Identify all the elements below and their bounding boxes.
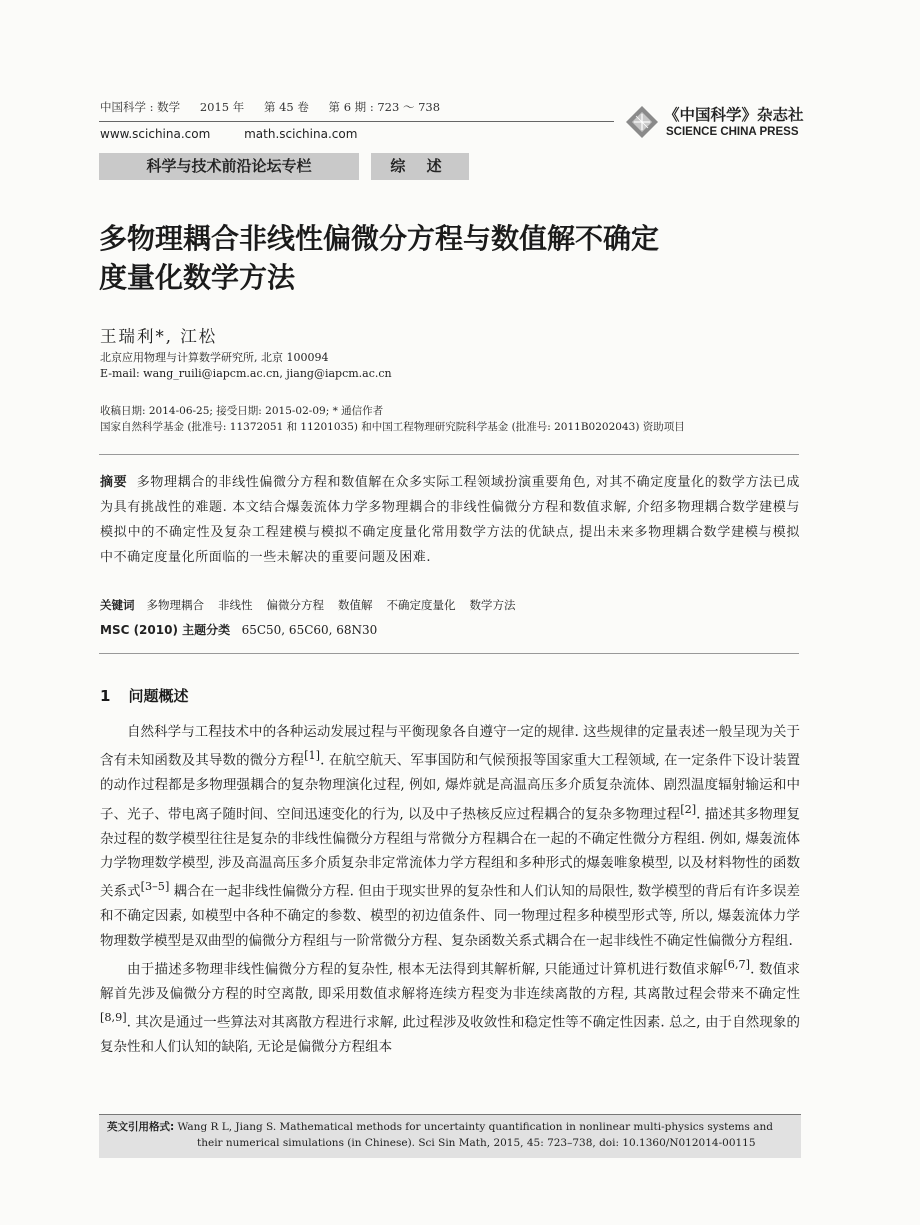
paper-title [99,219,819,297]
dates-block [100,403,685,435]
keyword: 数值解 [338,598,373,612]
citation-label: 英文引用格式: [107,1121,175,1133]
keyword: 不确定度量化 [386,598,456,612]
citation-box [99,1114,801,1158]
journal-volume: 第 45 卷 [263,100,309,114]
funding: 国家自然科学基金 (批准号: 11372051 和 11201035) 和中国工程物理研究院科学基金 (批准号: 2011B0202043) 资助项目 [100,421,685,433]
paragraph-2: 由于描述多物理非线性偏微分方程的复杂性, 根本无法得到其解析解, 只能通过计算机进行数值求解[6,7]. 数值求解首先涉及偏微分方程的时空离散, 即采用数值求解将连续方程变为非连续离散的方程, 其离散过程会带来不确定性[8,9]. 其次是通过一些算法对其离散方程进行求解, 此过程涉及收敛性和稳定性等不确定性因素. 总之, 由于自然现象的复杂性和人们认知的缺陷, 无论是偏微分方程组本 [100,958,800,1056]
publisher-name-en: SCIENCE CHINA PRESS [666,126,799,138]
abstract [100,470,800,570]
email: E-mail: wang_ruili@iapcm.ac.cn, jiang@iapcm.ac.cn [100,367,392,380]
publisher-logo-icon [624,104,660,140]
keywords-label: 关键词 [100,598,135,612]
abstract-bottom-rule [99,653,799,654]
keyword: 偏微分方程 [266,598,324,612]
citation-ref[interactable]: [1] [304,749,321,763]
section-number: 1 [100,687,111,705]
keyword: 数学方法 [469,598,516,612]
section-title: 问题概述 [128,687,189,705]
column-tag-review: 综 述 [371,153,469,180]
journal-year: 2015 年 [199,100,245,114]
abstract-top-rule [99,454,799,455]
paragraph-1: 自然科学与工程技术中的各种运动发展过程与平衡现象各自遵守一定的规律. 这些规律的定量表述一般呈现为关于含有未知函数及其导数的微分方程[1]. 在航空航天、军事国防和气候预报等国家重大工程领域, 在一定条件下设计装置的动作过程都是多物理强耦合的复杂物理演化过程, 例如, 爆炸就是高温高压多介质复杂流体、剧烈温度辐射输运和中子、光子、带电离子随时间、空间迅速变化的行为, 以及中子热核反应过程耦合的复杂多物理过程[2]. 描述其多物理复杂过程的数学模型往往是复杂的非线性偏微分方程组与常微分方程耦合在一起的不确定性微分方程组. 例如, 爆轰流体力学物理数学模型, 涉及高温高压多介质复杂非定常流体力学方程组和多种形式的爆轰唯象模型, 以及材料物性的函数关系式[3–5] 耦合在一起非线性偏微分方程. 但由于现实世界的复杂性和人们认知的局限性, 数学模型的背后有许多误差和不确定因素, 如模型中各种不确定的参数、模型的初边值条件、同一物理过程多种模型形式等, 所以, 爆轰流体力学物理数学模型是双曲型的偏微分方程组与一阶常微分方程、复杂函数关系式耦合在一起非线性不确定性偏微分方程组. [100,724,801,949]
citation-line-1: 英文引用格式: Wang R L, Jiang S. Mathematical methods for uncertainty quantification in nonlinear multi-physics systems and [107,1121,773,1133]
title-line-1: 多物理耦合非线性偏微分方程与数值解不确定 [99,222,660,255]
citation-ref[interactable]: [3–5] [140,880,170,894]
received-accepted-dates: 收稿日期: 2014-06-25; 接受日期: 2015-02-09; * 通信作者 [100,405,384,417]
citation-ref[interactable]: [6,7] [723,958,751,972]
msc-codes: 65C50, 65C60, 68N30 [241,623,378,637]
abstract-text: 多物理耦合的非线性偏微分方程和数值解在众多实际工程领域扮演重要角色, 对其不确定度量化的数学方法已成为具有挑战性的难题. 本文结合爆轰流体力学多物理耦合的非线性偏微分方程和数值求解, 介绍多物理耦合数学建模与模拟中的不确定性及复杂工程建模与模拟不确定度量化常用数学方法的优缺点, 提出未来多物理耦合数学建模与模拟中不确定度量化所面临的一些未解决的重要问题及困难. [100,475,801,565]
column-tag-forum: 科学与技术前沿论坛专栏 [99,153,359,180]
section-heading [100,685,188,706]
citation-line-2: their numerical simulations (in Chinese). Sci Sin Math, 2015, 45: 723–738, doi: 10.1360/N012014-00115 [197,1137,756,1149]
msc-label: MSC (2010) 主题分类 [100,623,231,637]
keywords [100,597,530,613]
journal-url[interactable]: www.scichina.com [100,127,211,141]
authors: 王瑞利*, 江松 [100,327,218,346]
section-body [100,720,800,1060]
publisher-block [622,100,822,144]
msc-classification [100,621,377,638]
title-line-2: 度量化数学方法 [99,261,296,294]
keyword: 非线性 [218,598,253,612]
journal-header-line [100,99,456,115]
header-rule [99,121,614,122]
math-journal-url[interactable]: math.scichina.com [244,127,358,141]
publisher-name-cn: 《中国科学》杂志社 [664,106,804,124]
citation-ref[interactable]: [8,9] [100,1011,127,1025]
citation-ref[interactable]: [2] [680,802,697,816]
journal-issue-pages: 第 6 期 : 723 ～ 738 [328,100,441,114]
affiliation-block [100,350,392,382]
journal-name: 中国科学 : 数学 [100,100,181,114]
abstract-label: 摘要 [100,475,128,490]
keyword: 多物理耦合 [146,598,204,612]
journal-urls [100,127,387,141]
affiliation: 北京应用物理与计算数学研究所, 北京 100094 [100,351,329,364]
